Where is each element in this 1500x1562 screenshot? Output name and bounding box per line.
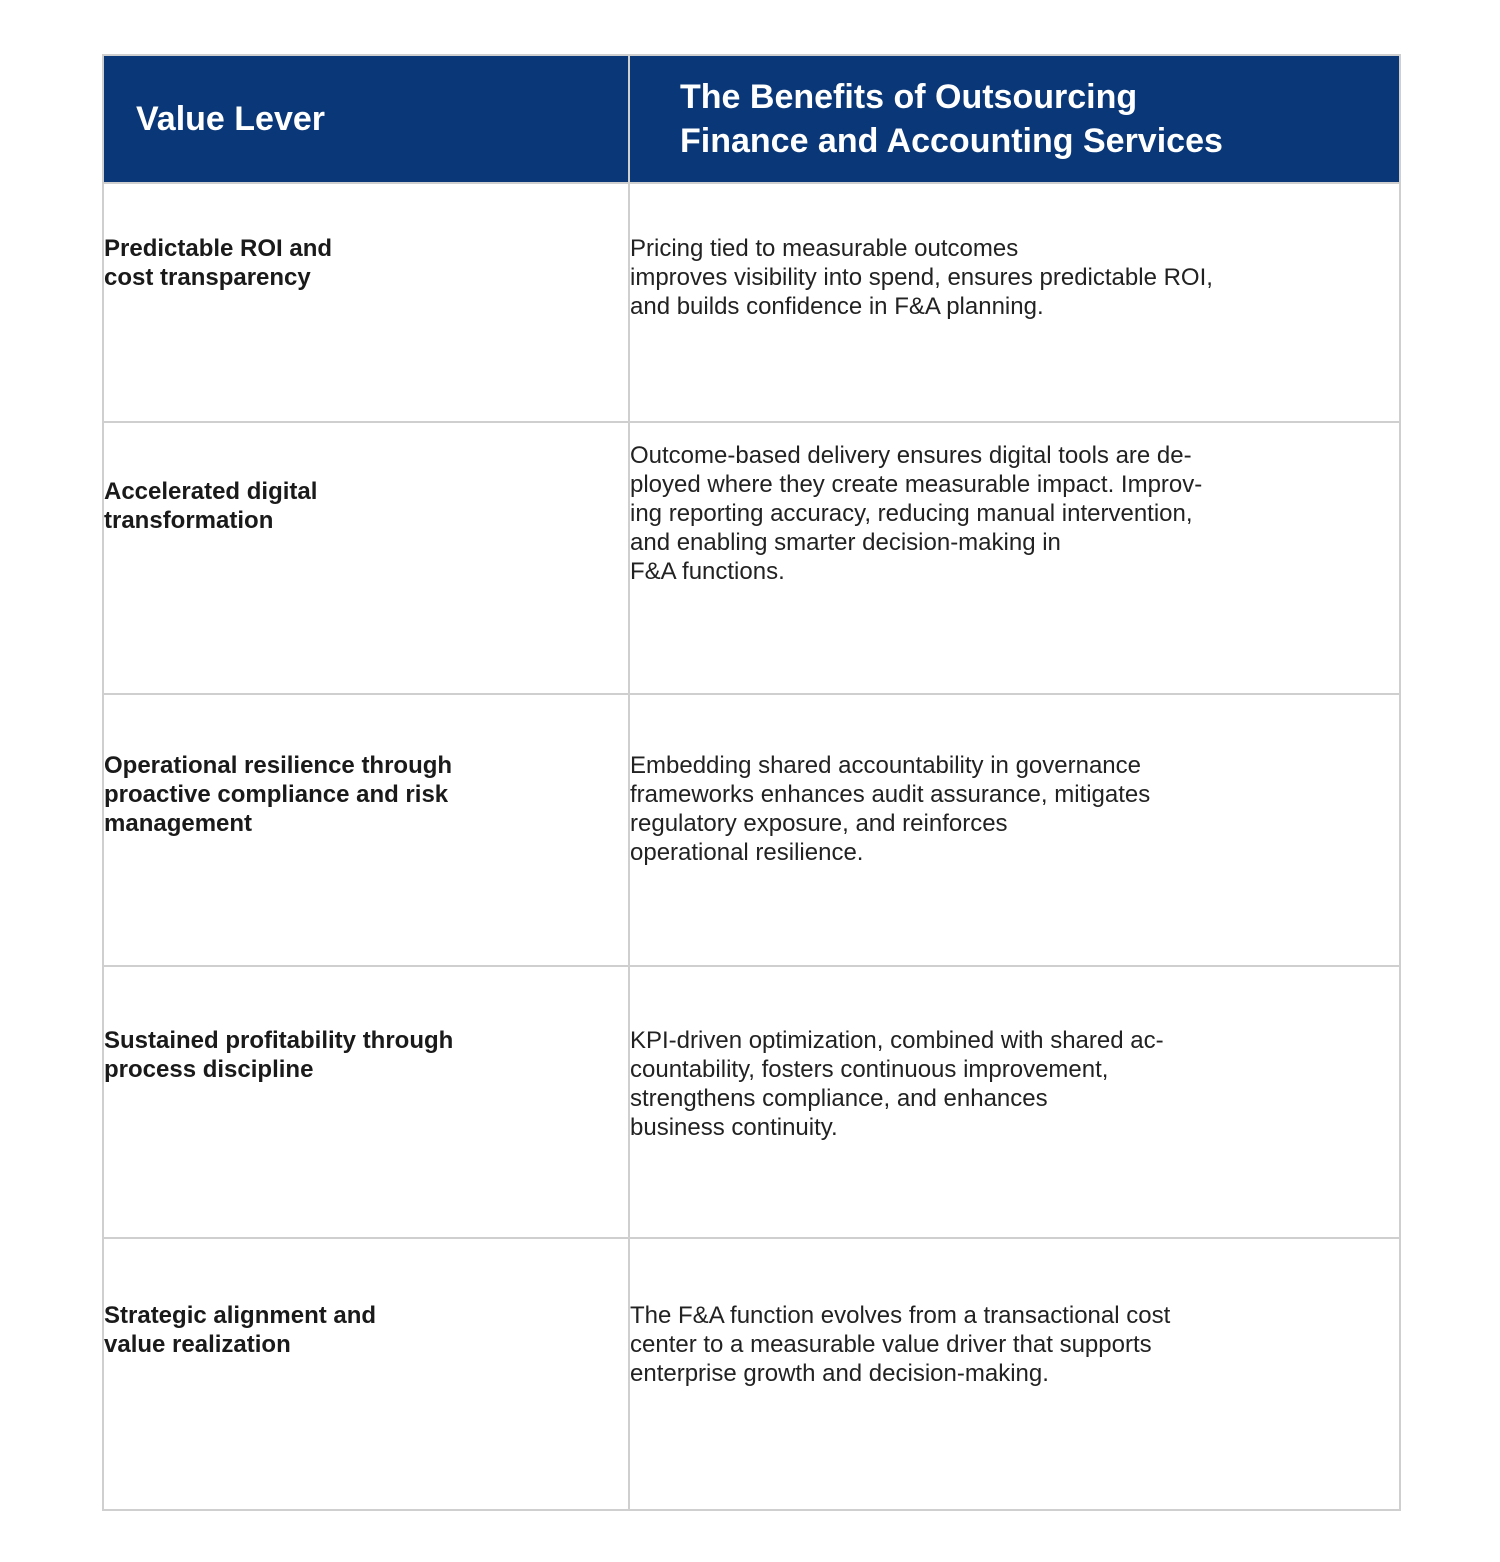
lever-cell (103, 694, 629, 966)
column-header-benefits (629, 55, 1400, 183)
lever-cell (103, 422, 629, 694)
benefits-heading: The Benefits of Outsourcing Finance and Accounting Services (680, 78, 1223, 160)
lever-text: Strategic alignment and value realization (104, 1302, 377, 1358)
benefit-cell (629, 422, 1400, 694)
benefit-text: Embedding shared accountability in governance frameworks enhances audit assurance, mitigates regulatory exposure, and reinforces operational resilience. (630, 752, 1151, 866)
lever-text: Predictable ROI and cost transparency (104, 235, 333, 291)
benefit-cell (629, 694, 1400, 966)
benefit-text: The F&A function evolves from a transactional cost center to a measurable value driver that supports enterprise growth and decision-making. (630, 1302, 1171, 1387)
benefit-text: KPI-driven optimization, combined with shared ac- countability, fosters continuous improvement, strengthens compliance, and enhances business continuity. (630, 1027, 1164, 1141)
lever-cell (103, 966, 629, 1238)
value-lever-heading: Value Lever (136, 100, 326, 138)
table-row (103, 694, 1400, 966)
column-header-value-lever (103, 55, 629, 183)
table-row (103, 422, 1400, 694)
table-row (103, 1238, 1400, 1510)
benefit-cell (629, 183, 1400, 422)
lever-text: Sustained profitability through process discipline (104, 1027, 454, 1083)
lever-text: Accelerated digital transformation (104, 478, 318, 534)
lever-text: Operational resilience through proactive compliance and risk management (104, 752, 453, 837)
benefit-cell (629, 1238, 1400, 1510)
value-lever-table (102, 54, 1401, 1511)
table-row (103, 183, 1400, 422)
benefit-text: Pricing tied to measurable outcomes improves visibility into spend, ensures predictable ROI, and builds confidence in F&A planning. (630, 235, 1213, 320)
table-header-row (103, 55, 1400, 183)
benefit-cell (629, 966, 1400, 1238)
lever-cell (103, 1238, 629, 1510)
lever-cell (103, 183, 629, 422)
table-row (103, 966, 1400, 1238)
benefit-text: Outcome-based delivery ensures digital tools are de- ployed where they create measurable impact. Improv- ing reporting accuracy, reducing manual intervention, and enabling smarter decision-making in F&A functions. (630, 442, 1203, 585)
